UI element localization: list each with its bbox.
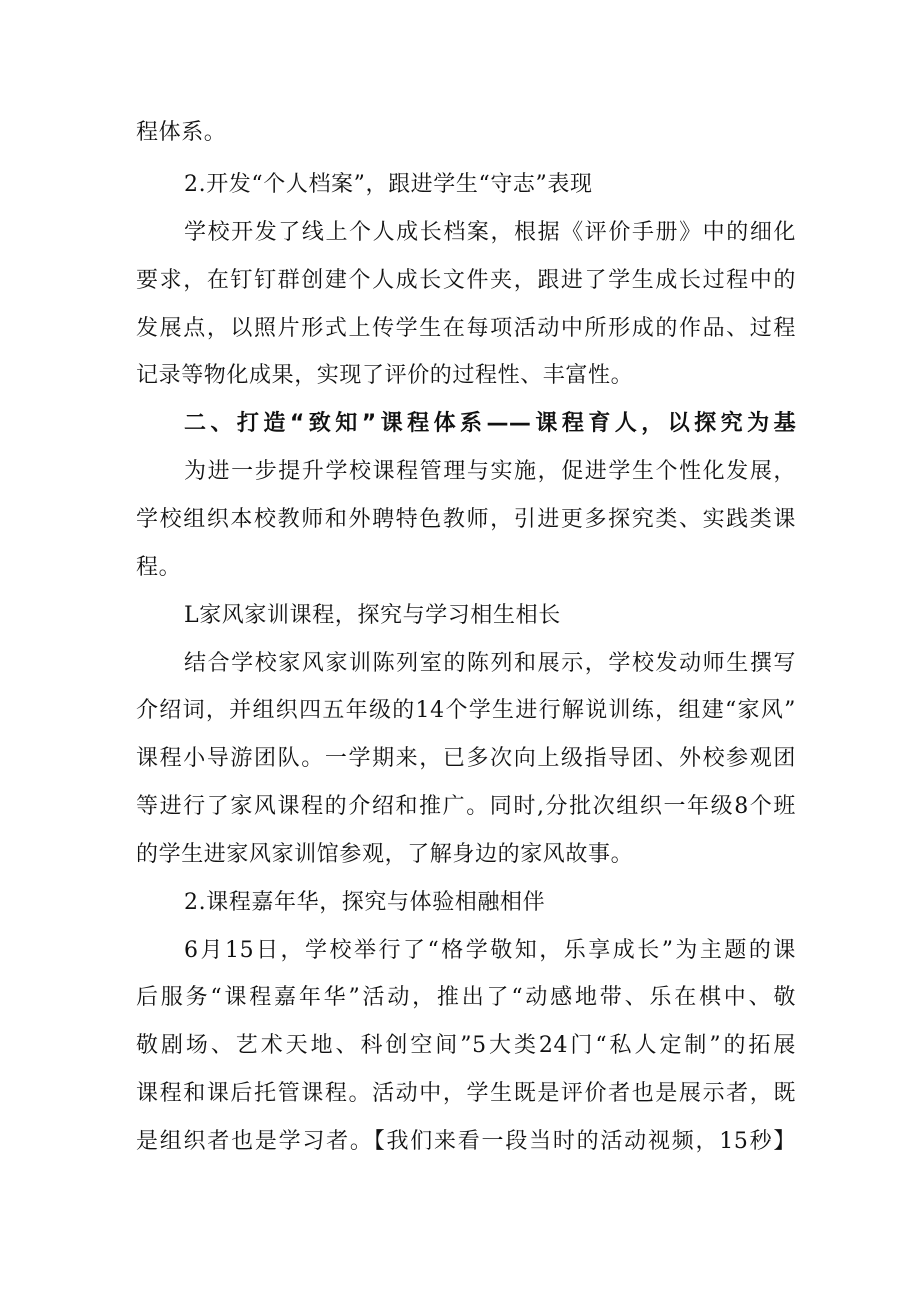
paragraph-line: 结合学校家风家训陈列室的陈列和展示，学校发动师生撰写 bbox=[184, 651, 796, 676]
paragraph-line: 学校组织本校教师和外聘特色教师，引进更多探究类、实践类课 bbox=[136, 507, 796, 532]
paragraph-line: 记录等物化成果，实现了评价的过程性、丰富性。 bbox=[136, 363, 634, 388]
subsection-title: 2.课程嘉年华，探究与体验相融相伴 bbox=[184, 890, 546, 915]
paragraph-line: 为进一步提升学校课程管理与实施，促进学生个性化发展， bbox=[184, 459, 796, 484]
paragraph-line: 后服务“课程嘉年华”活动，推出了“动感地带、乐在棋中、敬 bbox=[136, 985, 796, 1010]
subsection-title: L家风家训课程，探究与学习相生相长 bbox=[184, 603, 561, 628]
paragraph-line: 6月15日，学校举行了“格学敬知，乐享成长”为主题的课 bbox=[184, 938, 796, 963]
section-heading: 二、打造“致知”课程体系——课程育人，以探究为基 bbox=[184, 411, 796, 436]
paragraph-line: 介绍词，并组织四五年级的14个学生进行解说训练，组建“家风” bbox=[136, 698, 796, 723]
paragraph-line: 敬剧场、艺术天地、科创空间”5大类24门“私人定制”的拓展 bbox=[136, 1033, 796, 1058]
paragraph-line: 学校开发了线上个人成长档案，根据《评价手册》中的细化 bbox=[184, 220, 796, 245]
paragraph-line: 是组织者也是学习者。【我们来看一段当时的活动视频，15秒】 bbox=[136, 1129, 796, 1154]
paragraph-line: 程体系。 bbox=[136, 120, 227, 145]
paragraph-line: 程。 bbox=[136, 555, 182, 580]
paragraph-line: 等进行了家风课程的介绍和推广。同时,分批次组织一年级8个班 bbox=[136, 794, 796, 819]
paragraph-line: 的学生进家风家训馆参观，了解身边的家风故事。 bbox=[136, 842, 634, 867]
paragraph-line: 要求，在钉钉群创建个人成长文件夹，跟进了学生成长过程中的 bbox=[136, 268, 796, 293]
paragraph-line: 发展点，以照片形式上传学生在每项活动中所形成的作品、过程 bbox=[136, 316, 796, 341]
paragraph-line: 课程小导游团队。一学期来，已多次向上级指导团、外校参观团 bbox=[136, 746, 796, 771]
subsection-title: 2.开发“个人档案”，跟进学生“守志”表现 bbox=[184, 172, 593, 197]
paragraph-line: 课程和课后托管课程。活动中，学生既是评价者也是展示者，既 bbox=[136, 1081, 796, 1106]
